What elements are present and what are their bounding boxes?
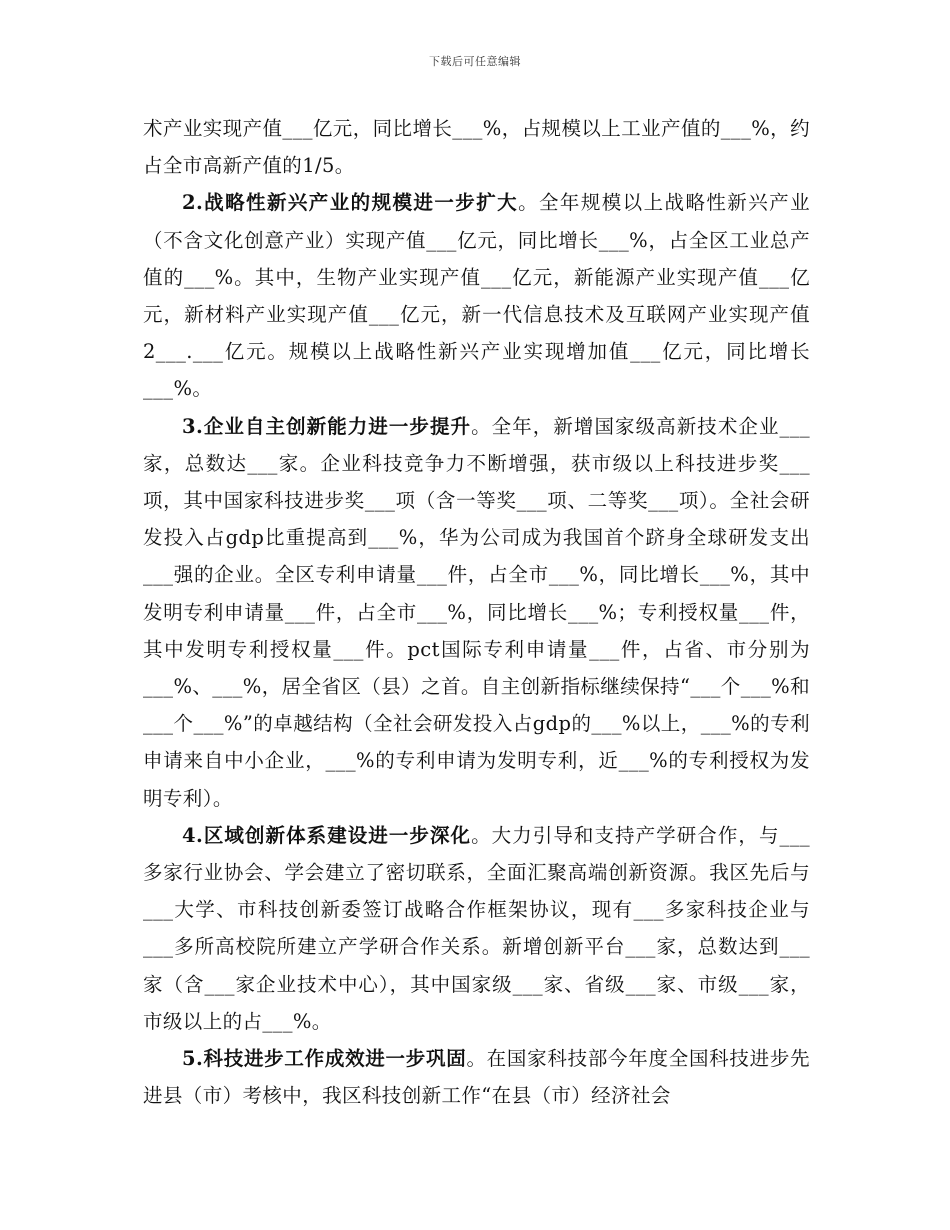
paragraph-4-heading: 4.区域创新体系建设进一步深化 bbox=[182, 823, 472, 847]
page-header: 下载后可任意编辑 bbox=[429, 55, 521, 68]
paragraph-1 bbox=[143, 110, 810, 184]
paragraph-3-heading: 3.企业自主创新能力进一步提升 bbox=[182, 414, 472, 438]
paragraph-2-heading: 2.战略性新兴产业的规模进一步扩大 bbox=[182, 191, 519, 215]
paragraph-1-text: 术产业实现产值___亿元，同比增长___%，占规模以上工业产值的___%，约占全市高新产值的1/5。 bbox=[143, 117, 810, 178]
paragraph-2 bbox=[143, 184, 810, 407]
paragraph-4-text: 。大力引导和支持产学研合作，与___多家行业协会、学会建立了密切联系，全面汇聚高端创新资源。我区先后与___大学、市科技创新委签订战略合作框架协议，现有___多家科技企业与___多所高校院所建立产学研合作关系。新增创新平台___家，总数达到___家（含___家企业技术中心），其中国家级___家、省级___家、市级___家，市级以上的占___%。 bbox=[143, 823, 810, 1033]
paragraph-4 bbox=[143, 817, 810, 1040]
paragraph-3 bbox=[143, 408, 810, 817]
paragraph-2-text: 。全年规模以上战略性新兴产业（不含文化创意产业）实现产值___亿元，同比增长___%，占全区工业总产值的___%。其中，生物产业实现产值___亿元，新能源产业实现产值___亿元，新材料产业实现产值___亿元，新一代信息技术及互联网产业实现产值2___.___亿元。规模以上战略性新兴产业实现增加值___亿元，同比增长___%。 bbox=[143, 191, 810, 401]
paragraph-5-heading: 5.科技进步工作成效进一步巩固 bbox=[182, 1047, 467, 1071]
document-body bbox=[143, 110, 810, 1114]
paragraph-5-text: 。在国家科技部今年度全国科技进步先进县（市）考核中，我区科技创新工作“在县（市）经济社会 bbox=[143, 1047, 810, 1108]
paragraph-3-text: 。全年，新增国家级高新技术企业___家，总数达___家。企业科技竞争力不断增强，获市级以上科技进步奖___项，其中国家科技进步奖___项（含一等奖___项、二等奖___项）。全社会研发投入占gdp比重提高到___%，华为公司成为我国首个跻身全球研发支出___强的企业。全区专利申请量___件，占全市___%，同比增长___%，其中发明专利申请量___件，占全市___%，同比增长___%；专利授权量___件，其中发明专利授权量___件。pct国际专利申请量___件，占省、市分别为___%、___%，居全省区（县）之首。自主创新指标继续保持“___个___%和___个___%”的卓越结构（全社会研发投入占gdp的___%以上，___%的专利申请来自中小企业，___%的专利申请为发明专利，近___%的专利授权为发明专利）。 bbox=[143, 414, 810, 810]
paragraph-5 bbox=[143, 1040, 810, 1114]
